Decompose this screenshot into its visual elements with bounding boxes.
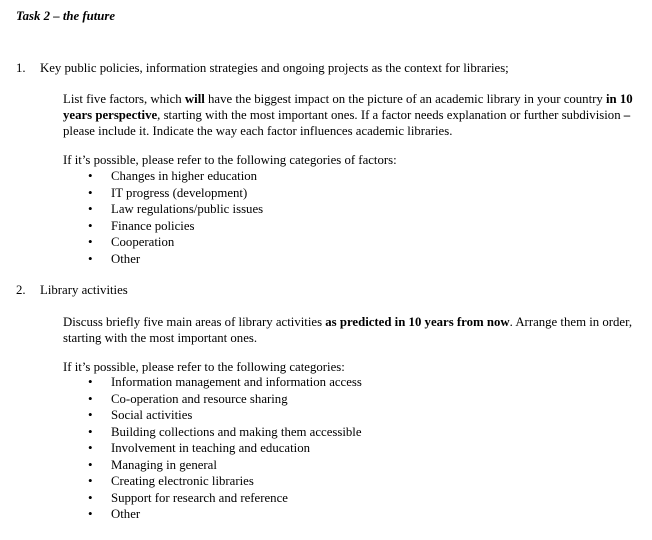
list-item: • Creating electronic libraries	[88, 473, 362, 490]
section-1-categories-intro: If it’s possible, please refer to the following categories of factors:	[63, 153, 397, 167]
section-2-number: 2.	[16, 283, 26, 297]
list-item: • Other	[88, 251, 263, 268]
task-title: Task 2 – the future	[16, 9, 116, 23]
list-item: • IT progress (development)	[88, 185, 263, 202]
list-item: • Managing in general	[88, 457, 362, 474]
section-1-instructions: List five factors, which will have the biggest impact on the picture of an academic library in your country in 10 years perspective, starting with the most important ones. If a factor needs explanation or further subdivision – please include it. Indicate the way each factor influences academic libraries.	[63, 92, 633, 138]
section-2-instructions: Discuss briefly five main areas of library activities as predicted in 10 years from now. Arrange them in order, starting with the most important ones.	[63, 315, 633, 345]
section-2-category-list	[88, 374, 362, 523]
list-item: • Social activities	[88, 407, 362, 424]
section-1-factor-list	[88, 168, 263, 267]
list-item: • Support for research and reference	[88, 490, 362, 507]
list-item: • Cooperation	[88, 234, 263, 251]
list-item: • Law regulations/public issues	[88, 201, 263, 218]
list-item: • Finance policies	[88, 218, 263, 235]
list-item: • Involvement in teaching and education	[88, 440, 362, 457]
list-item: • Co-operation and resource sharing	[88, 391, 362, 408]
section-2-heading: Library activities	[40, 283, 128, 297]
section-1-number: 1.	[16, 61, 26, 75]
list-item: • Information management and information access	[88, 374, 362, 391]
list-item: • Building collections and making them accessible	[88, 424, 362, 441]
section-2-categories-intro: If it’s possible, please refer to the following categories:	[63, 360, 345, 374]
list-item: • Other	[88, 506, 362, 523]
section-1-heading: Key public policies, information strategies and ongoing projects as the context for libraries;	[40, 61, 509, 75]
list-item: • Changes in higher education	[88, 168, 263, 185]
